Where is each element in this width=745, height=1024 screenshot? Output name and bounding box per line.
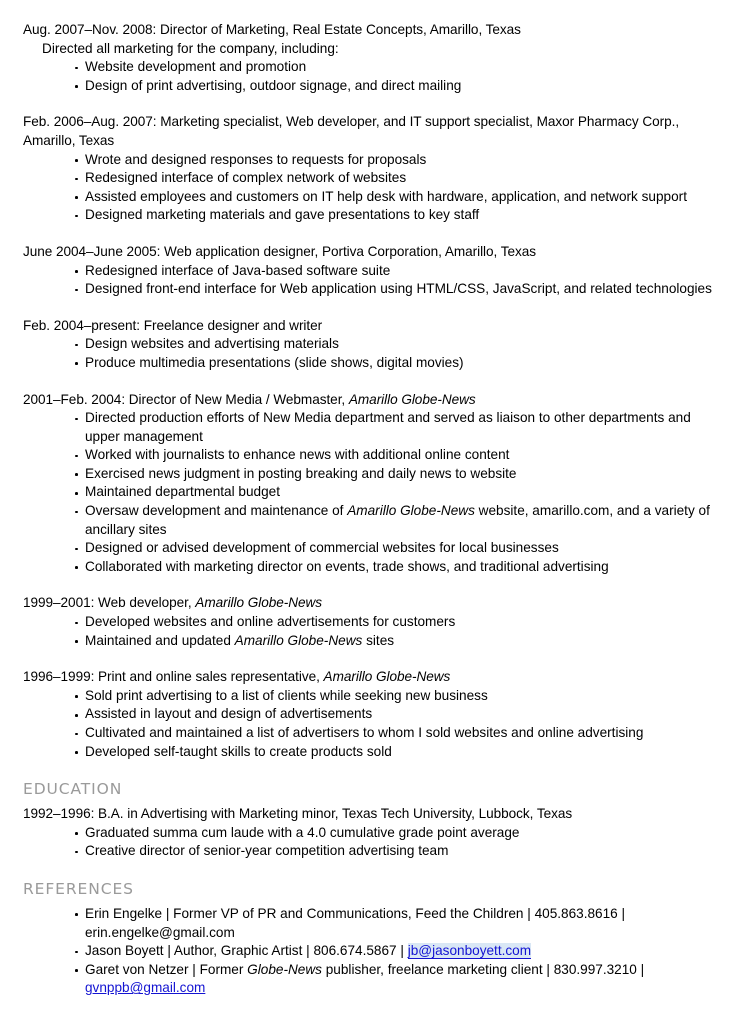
section-heading-education: EDUCATION — [23, 780, 123, 799]
publication-title: Globe-News — [247, 961, 322, 977]
job-heading: Feb. 2004–present: Freelance designer and writer — [23, 317, 323, 333]
spacer — [0, 373, 745, 391]
list-item: Developed self-taught skills to create products sold — [85, 743, 713, 762]
section-heading-references: REFERENCES — [23, 879, 134, 898]
reference-text: Jason Boyett | Author, Graphic Artist | 806.674.5867 | — [85, 943, 408, 959]
spacer — [0, 761, 745, 779]
reference-list — [0, 905, 745, 998]
job-heading — [23, 668, 709, 687]
list-item: Designed marketing materials and gave presentations to key staff — [85, 206, 713, 225]
reference-text: Erin Engelke | Former VP of PR and Communications, Feed the Children | 405.863.8616 | — [85, 905, 626, 921]
spacer — [0, 861, 745, 879]
list-item: Design websites and advertising materials — [85, 335, 713, 354]
reference-email-link[interactable]: jb@jasonboyett.com — [407, 943, 532, 959]
experience-entry — [0, 391, 745, 577]
list-item-text: sites — [362, 632, 395, 648]
reference-email-link[interactable]: gvnppb@gmail.com — [85, 980, 206, 996]
list-item: Directed production efforts of New Media department and served as liaison to other departments and upper management — [85, 409, 713, 446]
education-heading: 1992–1996: B.A. in Advertising with Marketing minor, Texas Tech University, Lubbock, Texas — [23, 806, 573, 822]
list-item: Produce multimedia presentations (slide shows, digital movies) — [85, 354, 713, 373]
spacer — [0, 650, 745, 668]
job-subline: Directed all marketing for the company, including: — [42, 40, 339, 56]
experience-entry — [0, 113, 745, 225]
bullet-list — [0, 687, 745, 761]
list-item: Collaborated with marketing director on events, trade shows, and traditional advertising — [85, 558, 713, 577]
reference-item — [85, 942, 713, 961]
job-heading: Aug. 2007–Nov. 2008: Director of Marketing, Real Estate Concepts, Amarillo, Texas — [23, 22, 521, 37]
list-item: Developed websites and online advertisements for customers — [85, 613, 713, 632]
list-item: Website development and promotion — [85, 58, 713, 77]
list-item: Assisted in layout and design of advertisements — [85, 705, 713, 724]
spacer — [0, 225, 745, 243]
publication-title: Amarillo Globe-News — [347, 503, 475, 519]
job-heading: Feb. 2006–Aug. 2007: Marketing specialist, Web developer, and IT support specialist, Maxor Pharmacy Corp., Amarillo, Texas — [23, 114, 680, 148]
list-item — [85, 632, 713, 651]
bullet-list — [0, 58, 745, 95]
bullet-list — [0, 262, 745, 299]
list-item-text: Oversaw development and maintenance of — [85, 503, 348, 519]
publication-title: Amarillo Globe-News — [195, 595, 323, 611]
list-item: Worked with journalists to enhance news with additional online content — [85, 446, 713, 465]
experience-entry — [0, 21, 745, 95]
bullet-list — [0, 335, 745, 372]
job-heading — [23, 391, 709, 410]
job-heading-text: 2001–Feb. 2004: Director of New Media / Webmaster, — [23, 391, 349, 407]
publication-title: Amarillo Globe-News — [323, 669, 451, 685]
list-item: Assisted employees and customers on IT help desk with hardware, application, and network support — [85, 188, 713, 207]
education-section — [0, 779, 745, 861]
spacer — [0, 95, 745, 113]
list-item: Sold print advertising to a list of clients while seeking new business — [85, 687, 713, 706]
list-item — [85, 502, 713, 539]
list-item: Wrote and designed responses to requests for proposals — [85, 151, 713, 170]
list-item: Graduated summa cum laude with a 4.0 cumulative grade point average — [85, 824, 713, 843]
reference-item — [85, 905, 713, 942]
list-item: Creative director of senior-year competition advertising team — [85, 842, 713, 861]
reference-item — [85, 961, 713, 998]
list-item: Redesigned interface of Java-based software suite — [85, 262, 713, 281]
job-heading-text: 1999–2001: Web developer, — [23, 595, 196, 611]
job-heading — [23, 594, 709, 613]
list-item: Redesigned interface of complex network of websites — [85, 169, 713, 188]
list-item: Maintained departmental budget — [85, 483, 713, 502]
references-section — [0, 879, 745, 998]
reference-email: erin.engelke@gmail.com — [85, 924, 235, 940]
job-heading-text: 1996–1999: Print and online sales representative, — [23, 669, 324, 685]
list-item: Exercised news judgment in posting breaking and daily news to website — [85, 465, 713, 484]
publication-title: Amarillo Globe-News — [348, 391, 476, 407]
experience-entry — [0, 317, 745, 373]
experience-entry — [0, 243, 745, 299]
list-item-text: website, amarillo.com, and a variety of ancillary sites — [85, 503, 710, 537]
spacer — [0, 576, 745, 594]
spacer — [0, 299, 745, 317]
bullet-list — [0, 151, 745, 225]
list-item-text: Maintained and updated — [85, 632, 235, 648]
bullet-list — [0, 613, 745, 650]
list-item: Cultivated and maintained a list of advertisers to whom I sold websites and online advertising — [85, 724, 713, 743]
reference-text: publisher, freelance marketing client | 830.997.3210 | — [321, 961, 645, 977]
list-item: Designed front-end interface for Web application using HTML/CSS, JavaScript, and related technologies — [85, 280, 713, 299]
list-item: Design of print advertising, outdoor signage, and direct mailing — [85, 77, 713, 96]
list-item: Designed or advised development of commercial websites for local businesses — [85, 539, 713, 558]
reference-text: Garet von Netzer | Former — [85, 961, 248, 977]
publication-title: Amarillo Globe-News — [234, 632, 363, 648]
job-heading: June 2004–June 2005: Web application designer, Portiva Corporation, Amarillo, Texas — [23, 243, 536, 259]
experience-entry — [0, 594, 745, 650]
bullet-list — [0, 409, 745, 576]
experience-entry — [0, 668, 745, 761]
bullet-list — [0, 824, 745, 861]
